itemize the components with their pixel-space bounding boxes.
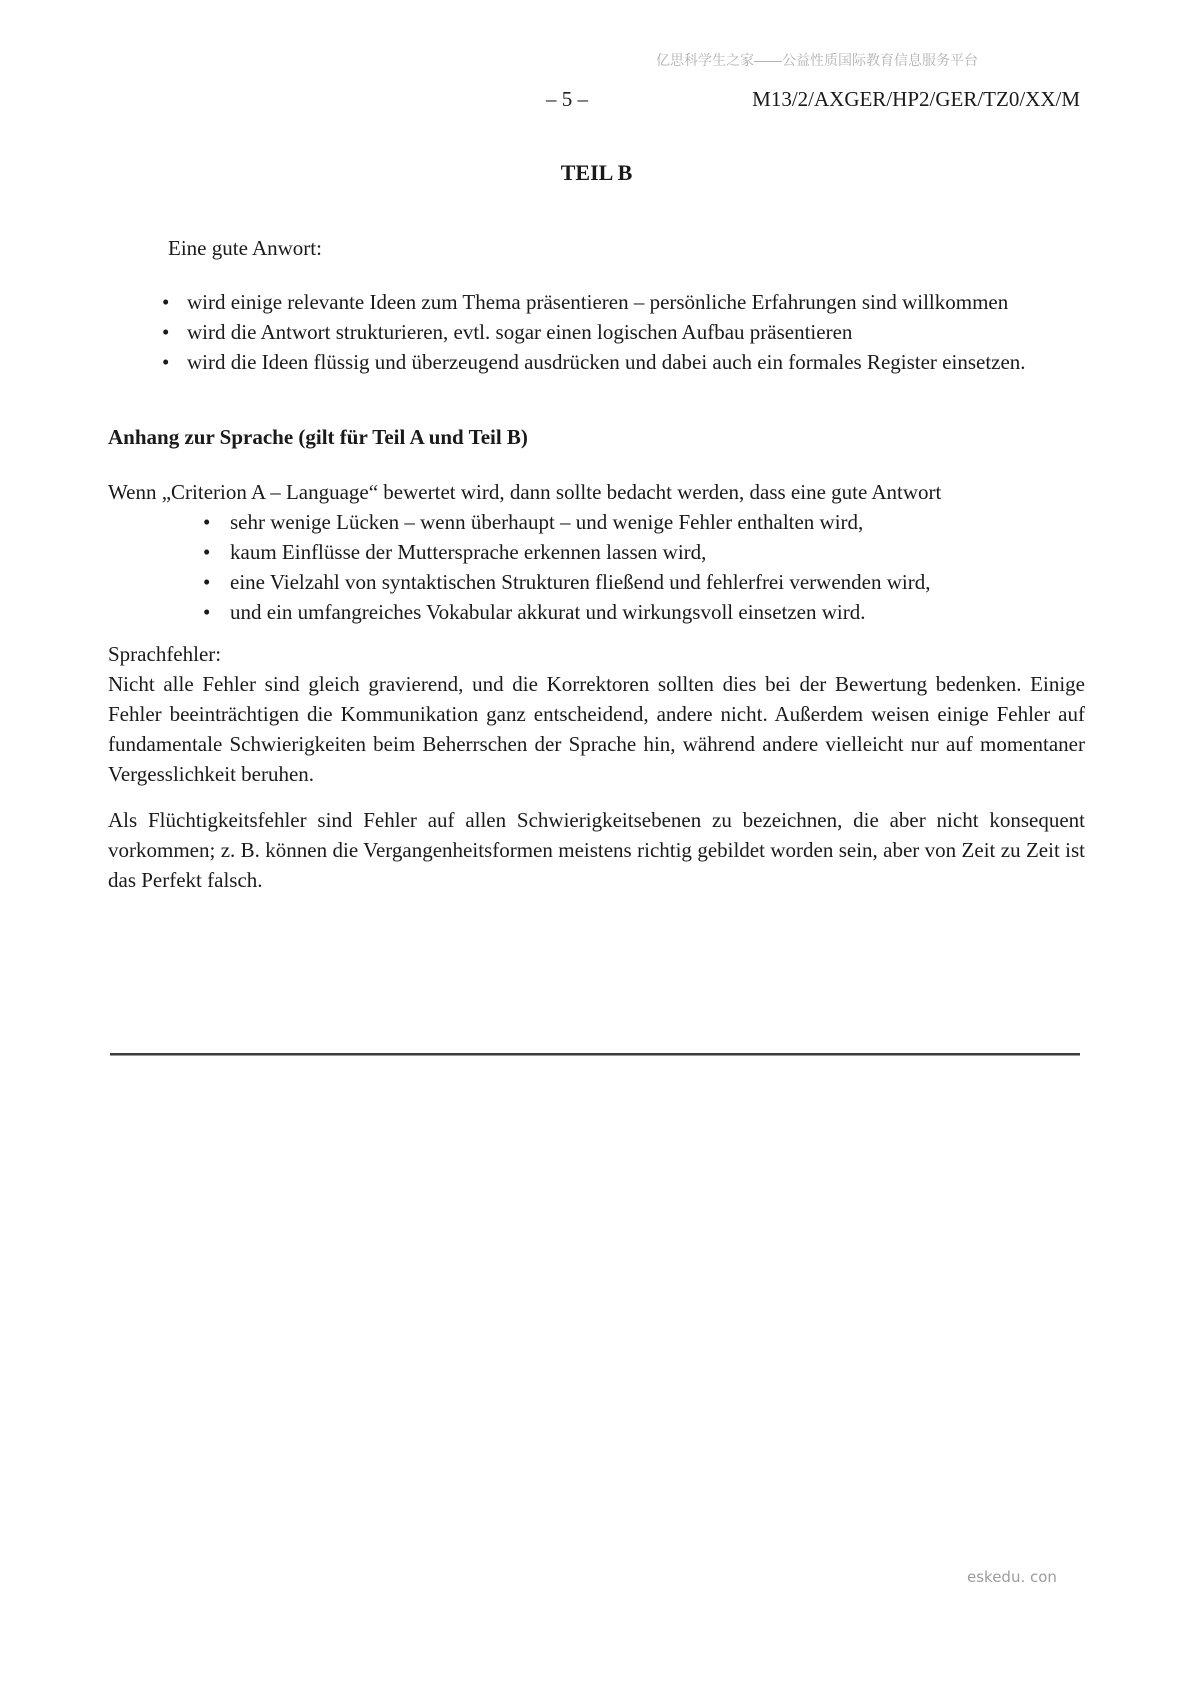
list-item — [108, 597, 1085, 627]
list-item-text: und ein umfangreiches Vokabular akkurat und wirkungsvoll einsetzen wird. — [230, 600, 866, 624]
list-item — [108, 567, 1085, 597]
list-item — [108, 317, 1085, 347]
exam-paper-code: M13/2/AXGER/HP2/GER/TZ0/XX/M — [752, 87, 1080, 111]
bullet-icon: • — [203, 600, 211, 624]
bullet-icon: • — [203, 540, 211, 564]
list-item — [108, 507, 1085, 537]
list-item-text: kaum Einflüsse der Muttersprache erkennen lassen wird, — [230, 540, 707, 564]
sprachfehler-paragraph: Nicht alle Fehler sind gleich gravierend, und die Korrektoren sollten dies bei der Bewertung bedenken. Einige Fehler beeinträchtigen die Kommunikation ganz entscheidend, andere nicht. Außerdem weisen einige Fehler auf fundamentale Schwierigkeiten beim Beherrschen der Sprache hin, während andere vielleicht nur auf momentaner Vergesslichkeit beruhen. — [108, 672, 1085, 786]
list-item — [108, 537, 1085, 567]
list-item-text: sehr wenige Lücken – wenn überhaupt – und wenige Fehler enthalten wird, — [230, 510, 864, 534]
teil-b-bullet-list — [108, 287, 1085, 377]
intro-line: Eine gute Anwort: — [168, 236, 322, 260]
list-item-text: wird die Antwort strukturieren, evtl. sogar einen logischen Aufbau präsentieren — [187, 320, 853, 344]
page-number: – 5 – — [546, 87, 588, 111]
document-body — [108, 158, 1085, 895]
list-item — [108, 287, 1085, 317]
criterion-intro-line: Wenn „Criterion A – Language“ bewertet wird, dann sollte bedacht werden, dass eine gute Antwort — [108, 480, 942, 504]
list-item-text: eine Vielzahl von syntaktischen Strukturen fließend und fehlerfrei verwenden wird, — [230, 570, 931, 594]
footer-divider-line — [110, 1053, 1080, 1056]
fluechtigkeitsfehler-paragraph: Als Flüchtigkeitsfehler sind Fehler auf allen Schwierigkeitsebenen zu bezeichnen, die aber nicht konsequent vorkommen; z. B. können die Vergangenheitsformen meistens richtig gebildet worden sein, aber von Zeit zu Zeit ist das Perfekt falsch. — [108, 808, 1085, 892]
list-item — [108, 347, 1085, 377]
criterion-bullet-list — [108, 507, 1085, 627]
bullet-icon: • — [162, 320, 170, 344]
bullet-icon: • — [203, 570, 211, 594]
appendix-heading: Anhang zur Sprache (gilt für Teil A und Teil B) — [108, 425, 528, 449]
sprachfehler-label: Sprachfehler: — [108, 642, 222, 666]
section-title: TEIL B — [560, 160, 633, 185]
footer-watermark: eskedu. con — [967, 1568, 1057, 1586]
top-watermark: 亿思科学生之家——公益性质国际教育信息服务平台 — [656, 52, 978, 68]
bullet-icon: • — [203, 510, 211, 534]
bullet-icon: • — [162, 350, 170, 374]
list-item-text: wird einige relevante Ideen zum Thema präsentieren – persönliche Erfahrungen sind willkommen — [187, 290, 1009, 314]
list-item-text: wird die Ideen flüssig und überzeugend ausdrücken und dabei auch ein formales Register einsetzen. — [187, 350, 1026, 374]
sprachfehler-section — [108, 639, 1085, 789]
bullet-icon: • — [162, 290, 170, 314]
